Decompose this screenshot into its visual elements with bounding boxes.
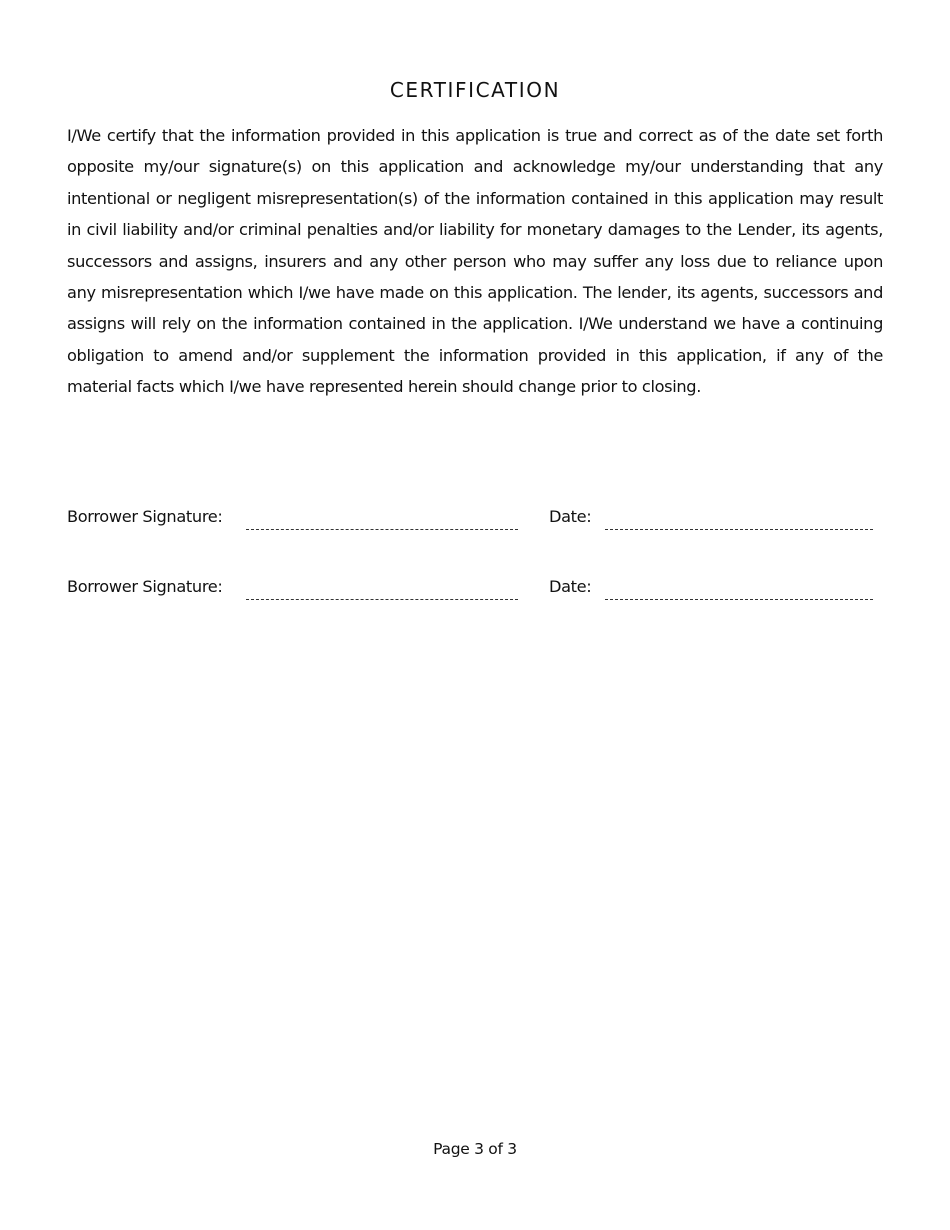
- page-title: CERTIFICATION: [389, 78, 561, 102]
- borrower-signature-label: Borrower Signature:: [67, 507, 223, 526]
- borrower-signature-label: Borrower Signature:: [67, 577, 223, 596]
- signature-row-2: [67, 577, 883, 605]
- date-label: Date:: [549, 507, 592, 526]
- borrower-signature-field[interactable]: [246, 507, 518, 530]
- date-label: Date:: [549, 577, 592, 596]
- page-number: Page 3 of 3: [433, 1140, 517, 1158]
- borrower-signature-field[interactable]: [246, 577, 518, 600]
- signature-row-1: [67, 507, 883, 535]
- date-field[interactable]: [605, 507, 873, 530]
- certification-paragraph: I/We certify that the information provided in this application is true and correct as of the date set forth opposite my/our signature(s) on this application and acknowledge my/our understanding that any intentional or negligent misrepresentation(s) of the information contained in this application may result in civil liability and/or criminal penalties and/or liability for monetary damages to the Lender, its agents, successors and assigns, insurers and any other person who may suffer any loss due to reliance upon any misrepresentation which I/we have made on this application. The lender, its agents, successors and assigns will rely on the information contained in the application. I/We understand we have a continuing obligation to amend and/or supplement the information provided in this application, if any of the material facts which I/we have represented herein should change prior to closing.: [67, 126, 883, 397]
- date-field[interactable]: [605, 577, 873, 600]
